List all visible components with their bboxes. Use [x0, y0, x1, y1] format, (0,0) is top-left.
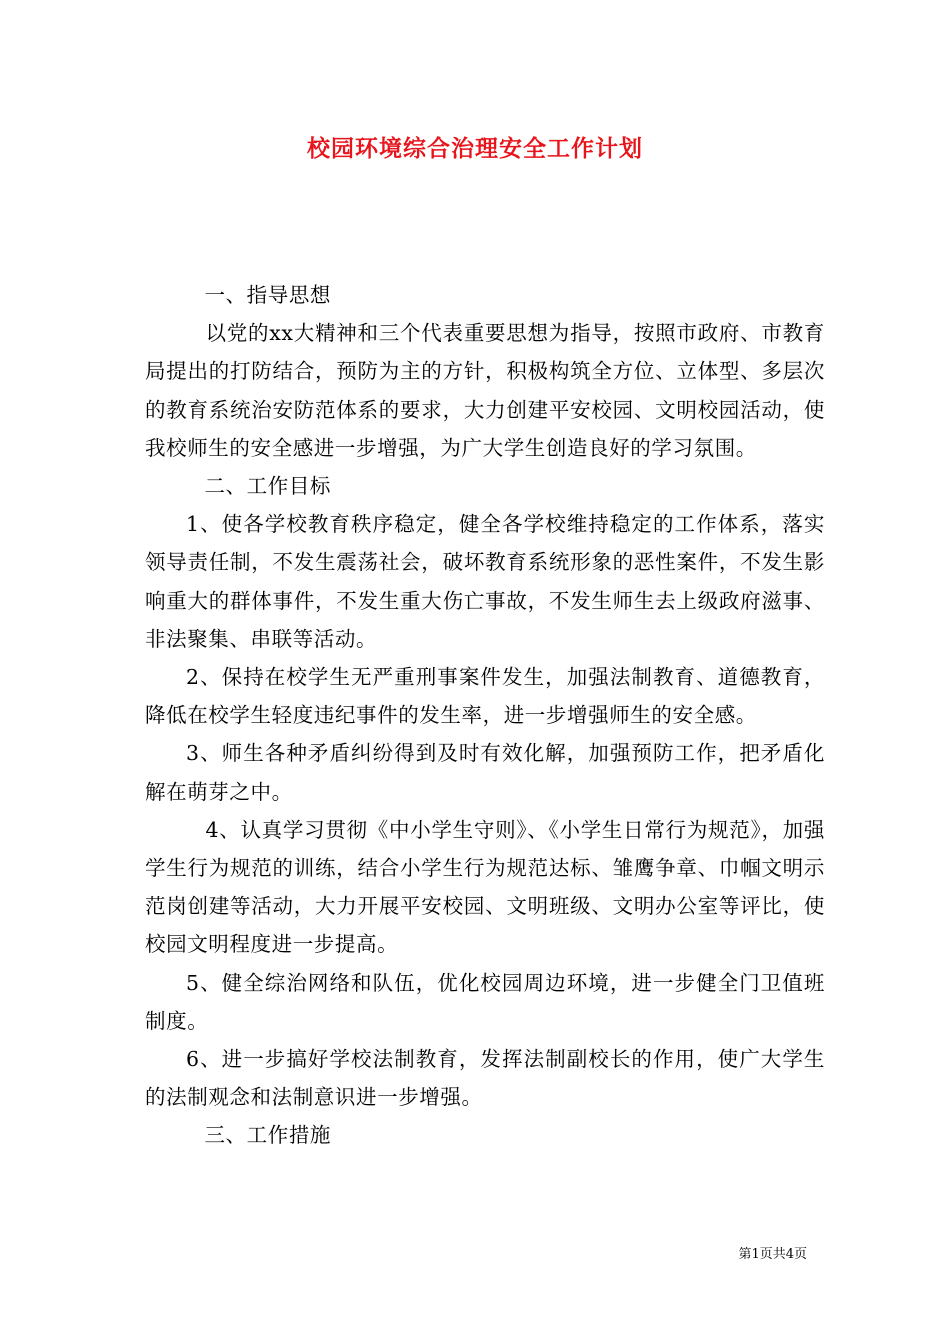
document-title: 校园环境综合治理安全工作计划: [307, 135, 643, 162]
section-heading-work-goals: 二、工作目标: [204, 474, 332, 499]
page-number-footer: 第1页共4页: [738, 1247, 807, 1262]
document-body: [145, 276, 825, 1155]
section-heading-work-measures: 三、工作措施: [204, 1123, 332, 1148]
paragraph-goal-5: 5、健全综治网络和队伍，优化校园周边环境，进一步健全门卫值班制度。: [145, 970, 825, 1033]
paragraph-guiding-ideology: 以党的xx大精神和三个代表重要思想为指导，按照市政府、市教育局提出的打防结合，预防为主的方针，积极构筑全方位、立体型、多层次的教育系统治安防范体系的要求，大力创建平安校园、文明校园活动，使我校师生的安全感进一步增强，为广大学生创造良好的学习氛围。: [145, 321, 825, 460]
paragraph-goal-2: 2、保持在校学生无严重刑事案件发生，加强法制教育、道德教育，降低在校学生轻度违纪事件的发生率，进一步增强师生的安全感。: [145, 665, 825, 728]
paragraph-goal-4: 4、认真学习贯彻《中小学生守则》、《小学生日常行为规范》，加强学生行为规范的训练，结合小学生行为规范达标、雏鹰争章、巾帼文明示范岗创建等活动，大力开展平安校园、文明班级、文明办公室等评比，使校园文明程度进一步提高。: [145, 817, 825, 957]
paragraph-goal-3: 3、师生各种矛盾纠纷得到及时有效化解，加强预防工作，把矛盾化解在萌芽之中。: [145, 741, 825, 804]
section-heading-guiding-ideology: 一、指导思想: [204, 283, 332, 307]
paragraph-goal-6: 6、进一步搞好学校法制教育，发挥法制副校长的作用，使广大学生的法制观念和法制意识进一步增强。: [145, 1047, 825, 1110]
paragraph-goal-1: 1、使各学校教育秩序稳定，健全各学校维持稳定的工作体系，落实领导责任制，不发生震荡社会，破坏教育系统形象的恶性案件，不发生影响重大的群体事件，不发生重大伤亡事故，不发生师生去上级政府滋事、非法聚集、串联等活动。: [145, 512, 825, 651]
